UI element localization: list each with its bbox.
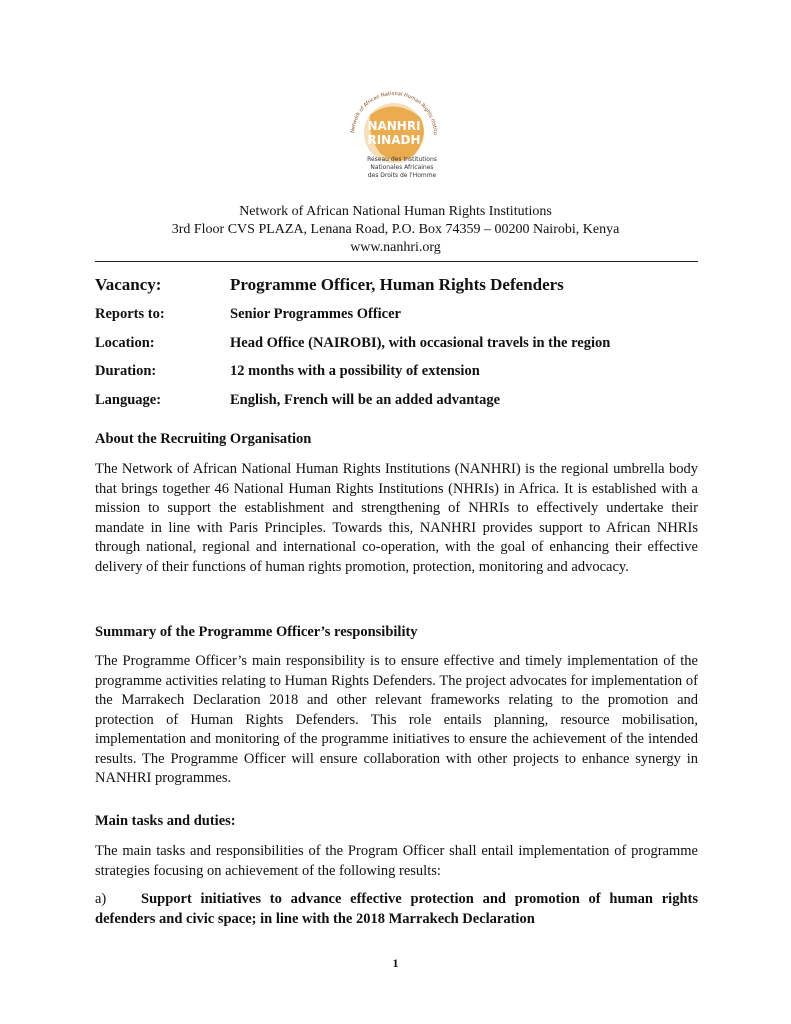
summary-heading: Summary of the Programme Officer’s responsibility — [95, 624, 418, 640]
duration-label: Duration: — [95, 363, 157, 379]
about-paragraph: The Network of African National Human Rights Institutions (NANHRI) is the regional umbrella body that brings together 46 National Human Rights Institutions (NHRIs) in Africa. It is established with a mission to support the establishment and strengthening of NHRIs to effectively undertake their mandate in line with Paris Principles. Towards this, NANHRI provides support to African NHRIs through national, regional and international co-operation, with the goal of enhancing their effective delivery of their functions of human rights promotion, protection, monitoring and advocacy. — [95, 461, 698, 575]
location-value: Head Office (NAIROBI), with occasional travels in the region — [230, 334, 611, 351]
tasks-intro: The main tasks and responsibilities of the Program Officer shall entail implementation of programme strategies focusing on achievement of the following results: — [95, 843, 698, 879]
task-item-letter: a) — [95, 891, 107, 907]
logo-arc-text: Network of African National Human Rights Institu — [350, 90, 439, 135]
reports-to-row — [95, 300, 705, 329]
vacancy-row — [95, 270, 705, 300]
organisation-header — [0, 203, 791, 257]
location-label: Location: — [95, 334, 155, 351]
logo-fr-line-3: des Droits de l'Homme — [367, 172, 437, 179]
logo-fr-line-2: Nationales Africaines — [370, 164, 434, 171]
duration-value: 12 months with a possibility of extension — [230, 363, 480, 379]
logo-graphic — [340, 75, 448, 185]
language-row — [95, 386, 705, 415]
language-value: English, French will be an added advantage — [230, 391, 501, 408]
vacancy-details — [95, 270, 705, 414]
duration-row — [95, 357, 705, 386]
vacancy-value: Programme Officer, Human Rights Defenders — [230, 275, 564, 294]
about-heading: About the Recruiting Organisation — [95, 431, 312, 447]
organisation-website: www.nanhri.org — [350, 240, 441, 255]
reports-to-value: Senior Programmes Officer — [230, 306, 401, 322]
reports-to-label: Reports to: — [95, 306, 165, 322]
summary-paragraph: The Programme Officer’s main responsibility is to ensure effective and timely implementation of the programme activities relating to Human Rights Defenders. The project advocates for implementation of the Marrakech Declaration 2018 and other relevant frameworks relating to the promotion and protection of Human Rights Defenders. This role entails planning, resource mobilisation, implementation and monitoring of the programme initiatives to ensure the achievement of the intended results. The Programme Officer will ensure collaboration with other projects to enhance synergy in NANHRI programmes. — [95, 653, 698, 786]
logo-fr-line-1: Réseau des Institutions — [367, 156, 437, 163]
nanhri-logo — [340, 75, 448, 185]
header-divider — [95, 261, 698, 262]
organisation-address: 3rd Floor CVS PLAZA, Lenana Road, P.O. Box 74359 – 00200 Nairobi, Kenya — [171, 222, 620, 237]
task-item-text: Support initiatives to advance effective protection and promotion of human rights defenders and civic space; in line with the 2018 Marrakech Declaration — [95, 891, 698, 927]
logo-nanhri-text: NANHRI — [367, 119, 421, 133]
logo-rinadh-text: RINADH — [367, 133, 421, 147]
vacancy-label: Vacancy: — [95, 275, 162, 294]
tasks-heading: Main tasks and duties: — [95, 813, 236, 829]
task-item-a — [95, 889, 698, 929]
organisation-name: Network of African National Human Rights Institutions — [239, 204, 552, 219]
location-row — [95, 329, 705, 358]
language-label: Language: — [95, 391, 162, 408]
page-number: 1 — [392, 956, 399, 970]
